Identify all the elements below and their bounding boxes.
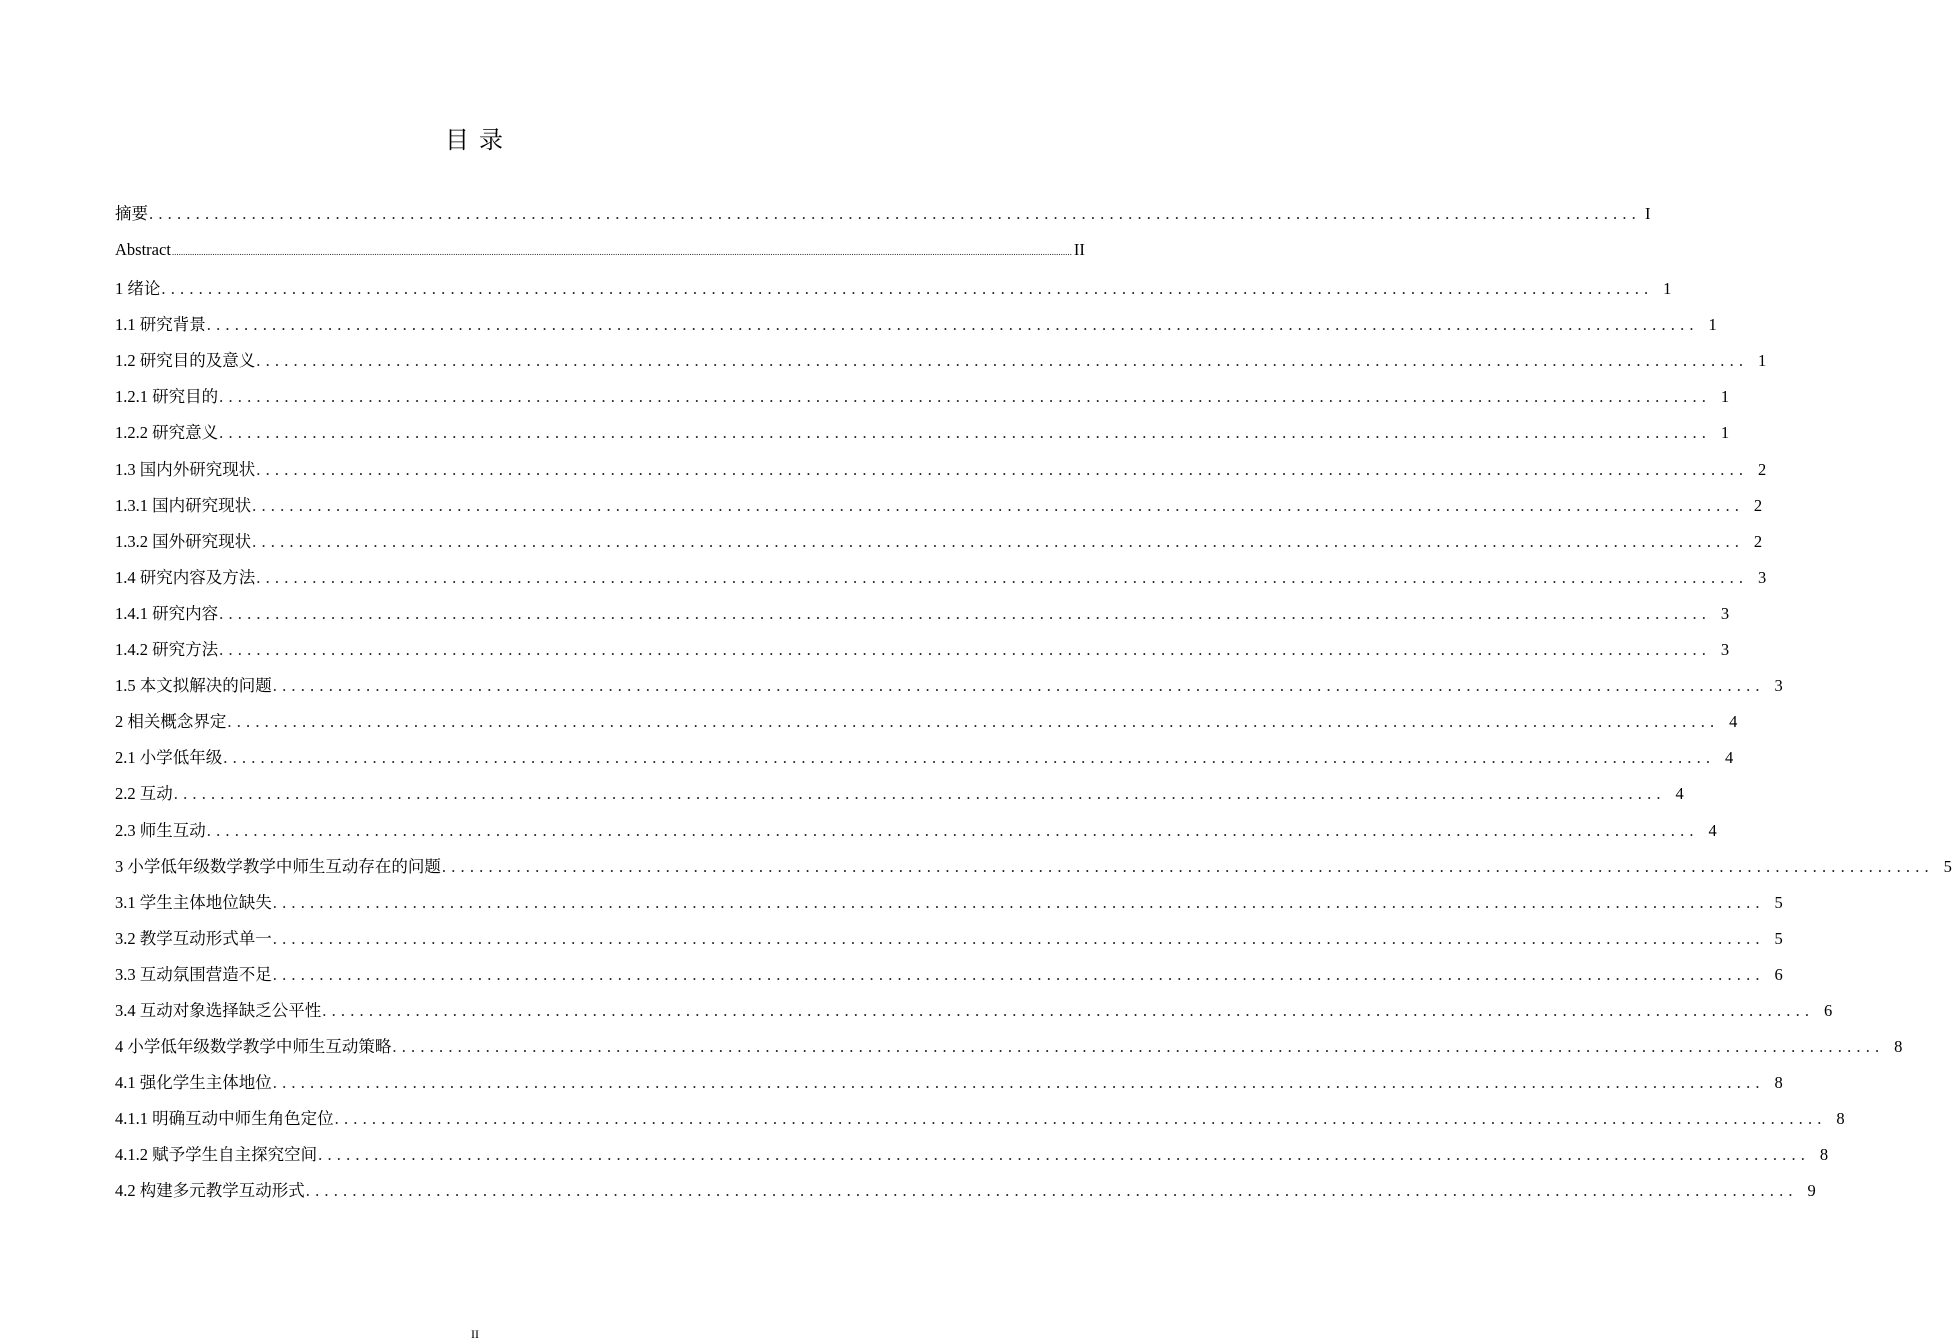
toc-dot-leader: ................................................................................................................................................................ <box>223 748 1716 768</box>
toc-entry[interactable] <box>115 776 1684 812</box>
toc-entry[interactable] <box>115 560 1767 596</box>
toc-entry[interactable] <box>115 271 1672 307</box>
toc-entry-page: 3 <box>1720 603 1730 623</box>
toc-dot-leader: ................................................................................................................................................................ <box>305 1181 1798 1201</box>
toc-entry-label: 1.4.1 研究内容 <box>115 603 219 623</box>
toc-entry[interactable] <box>115 668 1783 704</box>
toc-entry[interactable] <box>115 524 1763 560</box>
toc-entry-label: 3.2 教学互动形式单一 <box>115 928 272 948</box>
toc-dot-leader: ................................................................................................................................................................ <box>272 676 1765 696</box>
toc-entry[interactable] <box>115 196 1651 232</box>
toc-entry-page: 1 <box>1758 351 1767 371</box>
toc-entry-label: 1.2.1 研究目的 <box>115 387 219 407</box>
toc-entry-page: 1 <box>1663 279 1672 299</box>
toc-entry-page: 4 <box>1725 748 1734 768</box>
toc-entry-label: 1.5 本文拟解决的问题 <box>115 676 272 696</box>
toc-entry[interactable] <box>115 1101 1845 1137</box>
toc-entry[interactable] <box>115 813 1717 849</box>
toc-entry-page: 6 <box>1824 1000 1833 1020</box>
toc-dot-leader: ................................................................................................................................................................ <box>219 387 1712 407</box>
toc-entry-page: 5 <box>1774 928 1783 948</box>
toc-dot-leader: ................................................................................................................................................................ <box>252 495 1745 515</box>
toc-entry-label: 1.4.2 研究方法 <box>115 640 219 660</box>
toc-entry-label: 1.2.2 研究意义 <box>115 423 219 443</box>
toc-entry-page: 2 <box>1753 531 1763 551</box>
toc-entry[interactable] <box>115 885 1783 921</box>
toc-dot-leader: ................................................................................................................................................................ <box>206 820 1699 840</box>
toc-entry[interactable] <box>115 232 1085 271</box>
toc-entry-label: 1.1 研究背景 <box>115 315 206 335</box>
toc-entry-page: 3 <box>1758 567 1767 587</box>
toc-dot-leader: ................................................................................................................................................................ <box>252 531 1745 551</box>
toc-entry-label: 4.1 强化学生主体地位 <box>115 1073 272 1093</box>
toc-dot-leader: ................................................................................................................................................................ <box>219 423 1712 443</box>
toc-dot-leader: ................................................................................................................................................................ <box>334 1109 1827 1129</box>
toc-entry-page: 8 <box>1836 1109 1845 1129</box>
toc-entry-label: 1.4 研究内容及方法 <box>115 567 256 587</box>
toc-entry-page: 3 <box>1720 640 1730 660</box>
toc-dot-leader: ................................................................................................................................................................ <box>256 567 1749 587</box>
toc-entry-label: 1.3.1 国内研究现状 <box>115 495 252 515</box>
toc-dot-leader: ................................................................................................................................................................ <box>206 315 1699 335</box>
toc-entry-label: 4.2 构建多元教学互动形式 <box>115 1181 305 1201</box>
toc-entry-label: 1 绪论 <box>115 279 161 299</box>
toc-entry[interactable] <box>115 488 1763 524</box>
toc-dot-leader: ................................................................................................................................................................ <box>219 603 1712 623</box>
toc-entry-label: 2 相关概念界定 <box>115 712 227 732</box>
toc-entry-page: 9 <box>1807 1181 1816 1201</box>
toc-entry-page: 2 <box>1753 495 1763 515</box>
toc-entry-label: 摘要 <box>115 204 148 223</box>
toc-entry[interactable] <box>115 379 1730 415</box>
toc-dot-leader: ................................................................................................................................................................ <box>272 1073 1765 1093</box>
toc-dot-leader: ................................................................................................................................................................ <box>272 928 1765 948</box>
toc-entry-label: 3.1 学生主体地位缺失 <box>115 892 272 912</box>
toc-entry[interactable] <box>115 921 1783 957</box>
toc-entry-label: 4.1.2 赋予学生自主探究空间 <box>115 1145 318 1165</box>
toc-entry-page: I <box>1645 204 1651 223</box>
toc-dot-leader: ................................................................................................................................................................ <box>227 712 1720 732</box>
toc-entry-page: 4 <box>1708 820 1717 840</box>
toc-entry-page: 4 <box>1729 712 1738 732</box>
toc-entry[interactable] <box>115 957 1783 993</box>
toc-entry-page: 8 <box>1894 1037 1903 1057</box>
toc-dot-leader: ................................................................................................................................................................................................................................................................................................................................................................................................................ <box>171 247 1072 258</box>
toc-dot-leader: ................................................................................................................................................................ <box>219 640 1712 660</box>
toc-dot-leader: ................................................................................................................................................................ <box>322 1000 1815 1020</box>
toc-entry-label: 3.4 互动对象选择缺乏公平性 <box>115 1000 322 1020</box>
toc-entry-label: 2.1 小学低年级 <box>115 748 223 768</box>
toc-dot-leader: ................................................................................................................................................................ <box>149 204 1641 223</box>
toc-entry[interactable] <box>115 1065 1783 1101</box>
toc-entry-page: 1 <box>1720 423 1730 443</box>
toc-entry[interactable] <box>115 307 1717 343</box>
toc-entry-page: 1 <box>1720 387 1730 407</box>
toc-dot-leader: ................................................................................................................................................................ <box>272 892 1765 912</box>
toc-entry-page: 3 <box>1774 676 1783 696</box>
toc-entry-page: 1 <box>1708 315 1717 335</box>
toc-entry[interactable] <box>115 343 1767 379</box>
toc-entry[interactable] <box>115 993 1833 1029</box>
toc-entry-page: 8 <box>1819 1145 1829 1165</box>
toc-entry-label: 4 小学低年级数学教学中师生互动策略 <box>115 1037 392 1057</box>
table-of-contents <box>115 196 1952 1210</box>
toc-entry-label: 2.2 互动 <box>115 784 173 804</box>
toc-entry[interactable] <box>115 704 1738 740</box>
toc-dot-leader: ................................................................................................................................................................ <box>392 1037 1885 1057</box>
page-number: II <box>471 1327 479 1341</box>
toc-entry-label: 2.3 师生互动 <box>115 820 206 840</box>
toc-dot-leader: ................................................................................................................................................................ <box>256 351 1749 371</box>
toc-entry[interactable] <box>115 452 1767 488</box>
toc-entry-page: 4 <box>1675 784 1684 804</box>
toc-dot-leader: ................................................................................................................................................................ <box>161 279 1654 299</box>
toc-entry-page: 5 <box>1943 856 1952 876</box>
page-title: 目 录 <box>445 128 505 154</box>
toc-entry-label: Abstract <box>115 240 171 260</box>
toc-entry[interactable] <box>115 1173 1816 1209</box>
toc-entry-page: 8 <box>1774 1073 1783 1093</box>
toc-entry-label: 1.3.2 国外研究现状 <box>115 531 252 551</box>
toc-dot-leader: ................................................................................................................................................................ <box>272 964 1765 984</box>
toc-dot-leader: ................................................................................................................................................................ <box>318 1145 1811 1165</box>
toc-entry-label: 1.2 研究目的及意义 <box>115 351 256 371</box>
toc-entry-page: II <box>1073 240 1085 260</box>
toc-entry[interactable] <box>115 596 1730 632</box>
toc-dot-leader: ................................................................................................................................................................ <box>441 856 1934 876</box>
toc-entry-page: 6 <box>1774 964 1783 984</box>
toc-entry[interactable] <box>115 632 1730 668</box>
toc-entry-page: 5 <box>1774 892 1783 912</box>
toc-entry-label: 4.1.1 明确互动中师生角色定位 <box>115 1109 334 1129</box>
toc-entry[interactable] <box>115 740 1734 776</box>
toc-entry[interactable] <box>115 1137 1829 1173</box>
toc-entry[interactable] <box>115 1029 1903 1065</box>
toc-dot-leader: ................................................................................................................................................................ <box>173 784 1666 804</box>
toc-entry[interactable] <box>115 849 1952 885</box>
toc-entry-label: 3 小学低年级数学教学中师生互动存在的问题 <box>115 856 441 876</box>
toc-dot-leader: ................................................................................................................................................................ <box>256 459 1749 479</box>
toc-entry[interactable] <box>115 415 1730 451</box>
toc-entry-label: 1.3 国内外研究现状 <box>115 459 256 479</box>
toc-entry-page: 2 <box>1758 459 1767 479</box>
toc-entry-label: 3.3 互动氛围营造不足 <box>115 964 272 984</box>
